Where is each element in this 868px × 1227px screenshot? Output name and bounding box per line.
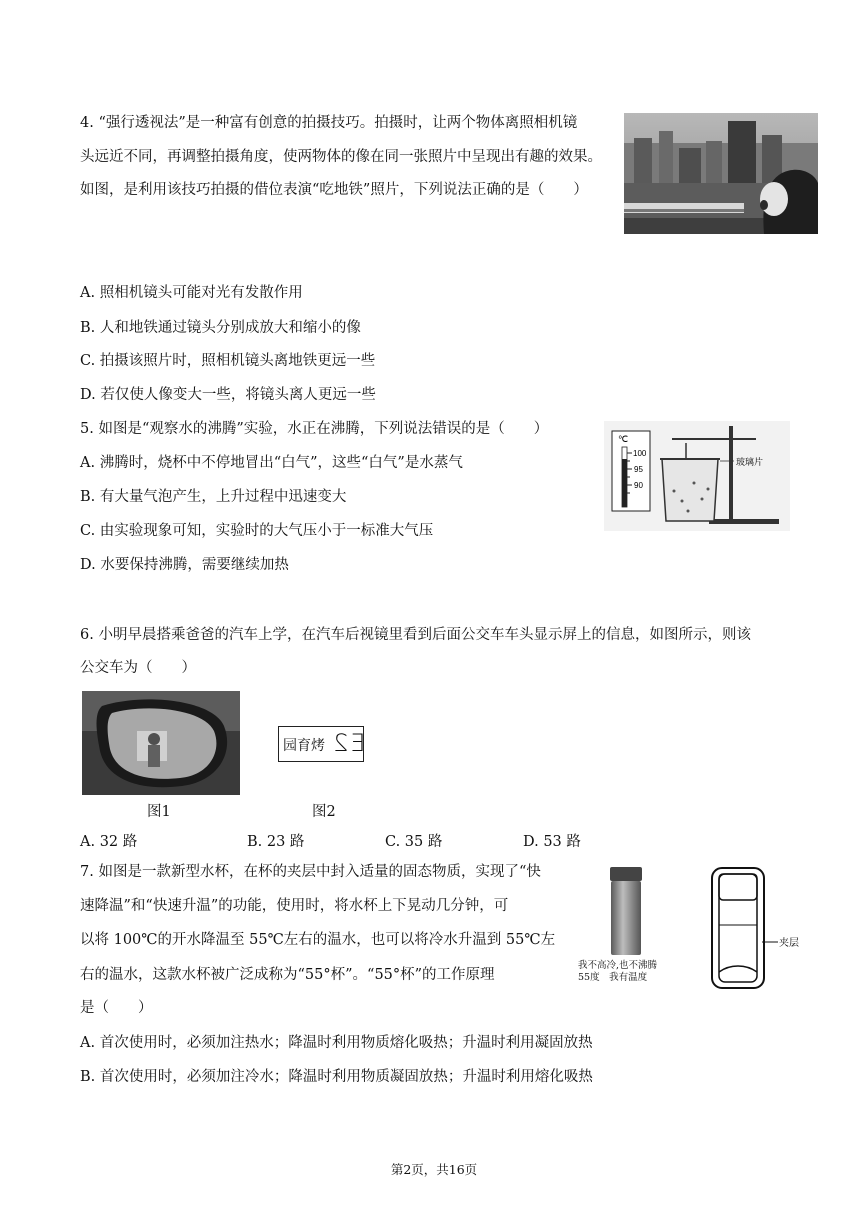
q6-mirror-photo xyxy=(82,691,240,795)
q5-tick-100: 100 xyxy=(633,449,647,458)
q6-option-d: D. 53 路 xyxy=(523,834,581,850)
q4-stem-line-2: 头远近不同，再调整拍摄角度，使两物体的像在同一张照片中呈现出有趣的效果。 xyxy=(80,149,602,165)
q6-display-text: 园育烤 xyxy=(283,738,325,754)
q4-option-d: D. 若仅使人像变大一些，将镜头离人更远一些 xyxy=(80,387,376,403)
q5-option-d: D. 水要保持沸腾，需要继续加热 xyxy=(80,557,289,573)
q6-stem-line-2: 公交车为（ ） xyxy=(80,660,196,676)
q4-option-c: C. 拍摄该照片时，照相机镜头离地铁更远一些 xyxy=(80,353,376,369)
q5-tick-95: 95 xyxy=(634,465,643,474)
q7-cup-caption-line-1: 我不高冷,也不沸腾 xyxy=(578,960,658,971)
q7-layer-label: 夹层 xyxy=(779,938,799,949)
q5-boiling-apparatus xyxy=(604,421,790,531)
q6-bus-display xyxy=(278,726,364,762)
q7-option-a: A. 首次使用时，必须加注热水；降温时利用物质熔化吸热；升温时利用凝固放热 xyxy=(80,1035,593,1051)
q4-option-a: A. 照相机镜头可能对光有发散作用 xyxy=(80,285,303,301)
q7-cup-photo xyxy=(604,865,648,958)
q6-option-b: B. 23 路 xyxy=(247,834,305,850)
q5-tick-90: 90 xyxy=(634,481,643,490)
q6-display-mirrored-number: E2 xyxy=(331,729,366,757)
q7-stem-line-1: 7. 如图是一款新型水杯，在杯的夹层中封入适量的固态物质，实现了“快 xyxy=(80,864,541,880)
q4-subway-photo xyxy=(624,113,818,234)
q7-cup-caption-line-2: 55度 我有温度 xyxy=(578,972,648,983)
q7-stem-line-3: 以将 100℃的开水降温至 55℃左右的温水，也可以将冷水升温到 55℃左 xyxy=(80,932,556,948)
q7-cup-diagram xyxy=(706,860,846,990)
q5-option-c: C. 由实验现象可知，实验时的大气压小于一标准大气压 xyxy=(80,523,434,539)
q5-option-a: A. 沸腾时，烧杯中不停地冒出“白气”，这些“白气”是水蒸气 xyxy=(80,455,463,471)
q5-stem: 5. 如图是“观察水的沸腾”实验，水正在沸腾，下列说法错误的是（ ） xyxy=(80,421,549,437)
q7-stem-line-5: 是（ ） xyxy=(80,1000,153,1016)
q4-option-b: B. 人和地铁通过镜头分别成放大和缩小的像 xyxy=(80,320,361,336)
q7-stem-line-4: 右的温水，这款水杯被广泛成称为“55°杯”。“55°杯”的工作原理 xyxy=(80,967,495,983)
q5-unit-label: ℃ xyxy=(618,434,629,444)
q6-fig1-caption: 图1 xyxy=(147,804,171,820)
page-footer: 第2页，共16页 xyxy=(390,1162,478,1177)
q5-glass-label: 玻璃片 xyxy=(736,457,764,467)
q4-stem-line-3: 如图，是利用该技巧拍摄的借位表演“吃地铁”照片，下列说法正确的是（ ） xyxy=(80,182,588,198)
q6-option-a: A. 32 路 xyxy=(80,834,138,850)
q6-fig2-caption: 图2 xyxy=(312,804,336,820)
q7-option-b: B. 首次使用时，必须加注冷水；降温时利用物质凝固放热；升温时利用熔化吸热 xyxy=(80,1069,593,1085)
q4-stem-line-1: 4. “强行透视法”是一种富有创意的拍摄技巧。拍摄时，让两个物体离照相机镜 xyxy=(80,115,578,131)
q5-option-b: B. 有大量气泡产生，上升过程中迅速变大 xyxy=(80,489,347,505)
q7-cup-caption xyxy=(578,960,657,984)
q7-stem-line-2: 速降温”和“快速升温”的功能，使用时，将水杯上下晃动几分钟，可 xyxy=(80,898,509,914)
q6-option-c: C. 35 路 xyxy=(385,834,443,850)
q6-stem-line-1: 6. 小明早晨搭乘爸爸的汽车上学，在汽车后视镜里看到后面公交车车头显示屏上的信息，如图所示，则该 xyxy=(80,627,751,643)
